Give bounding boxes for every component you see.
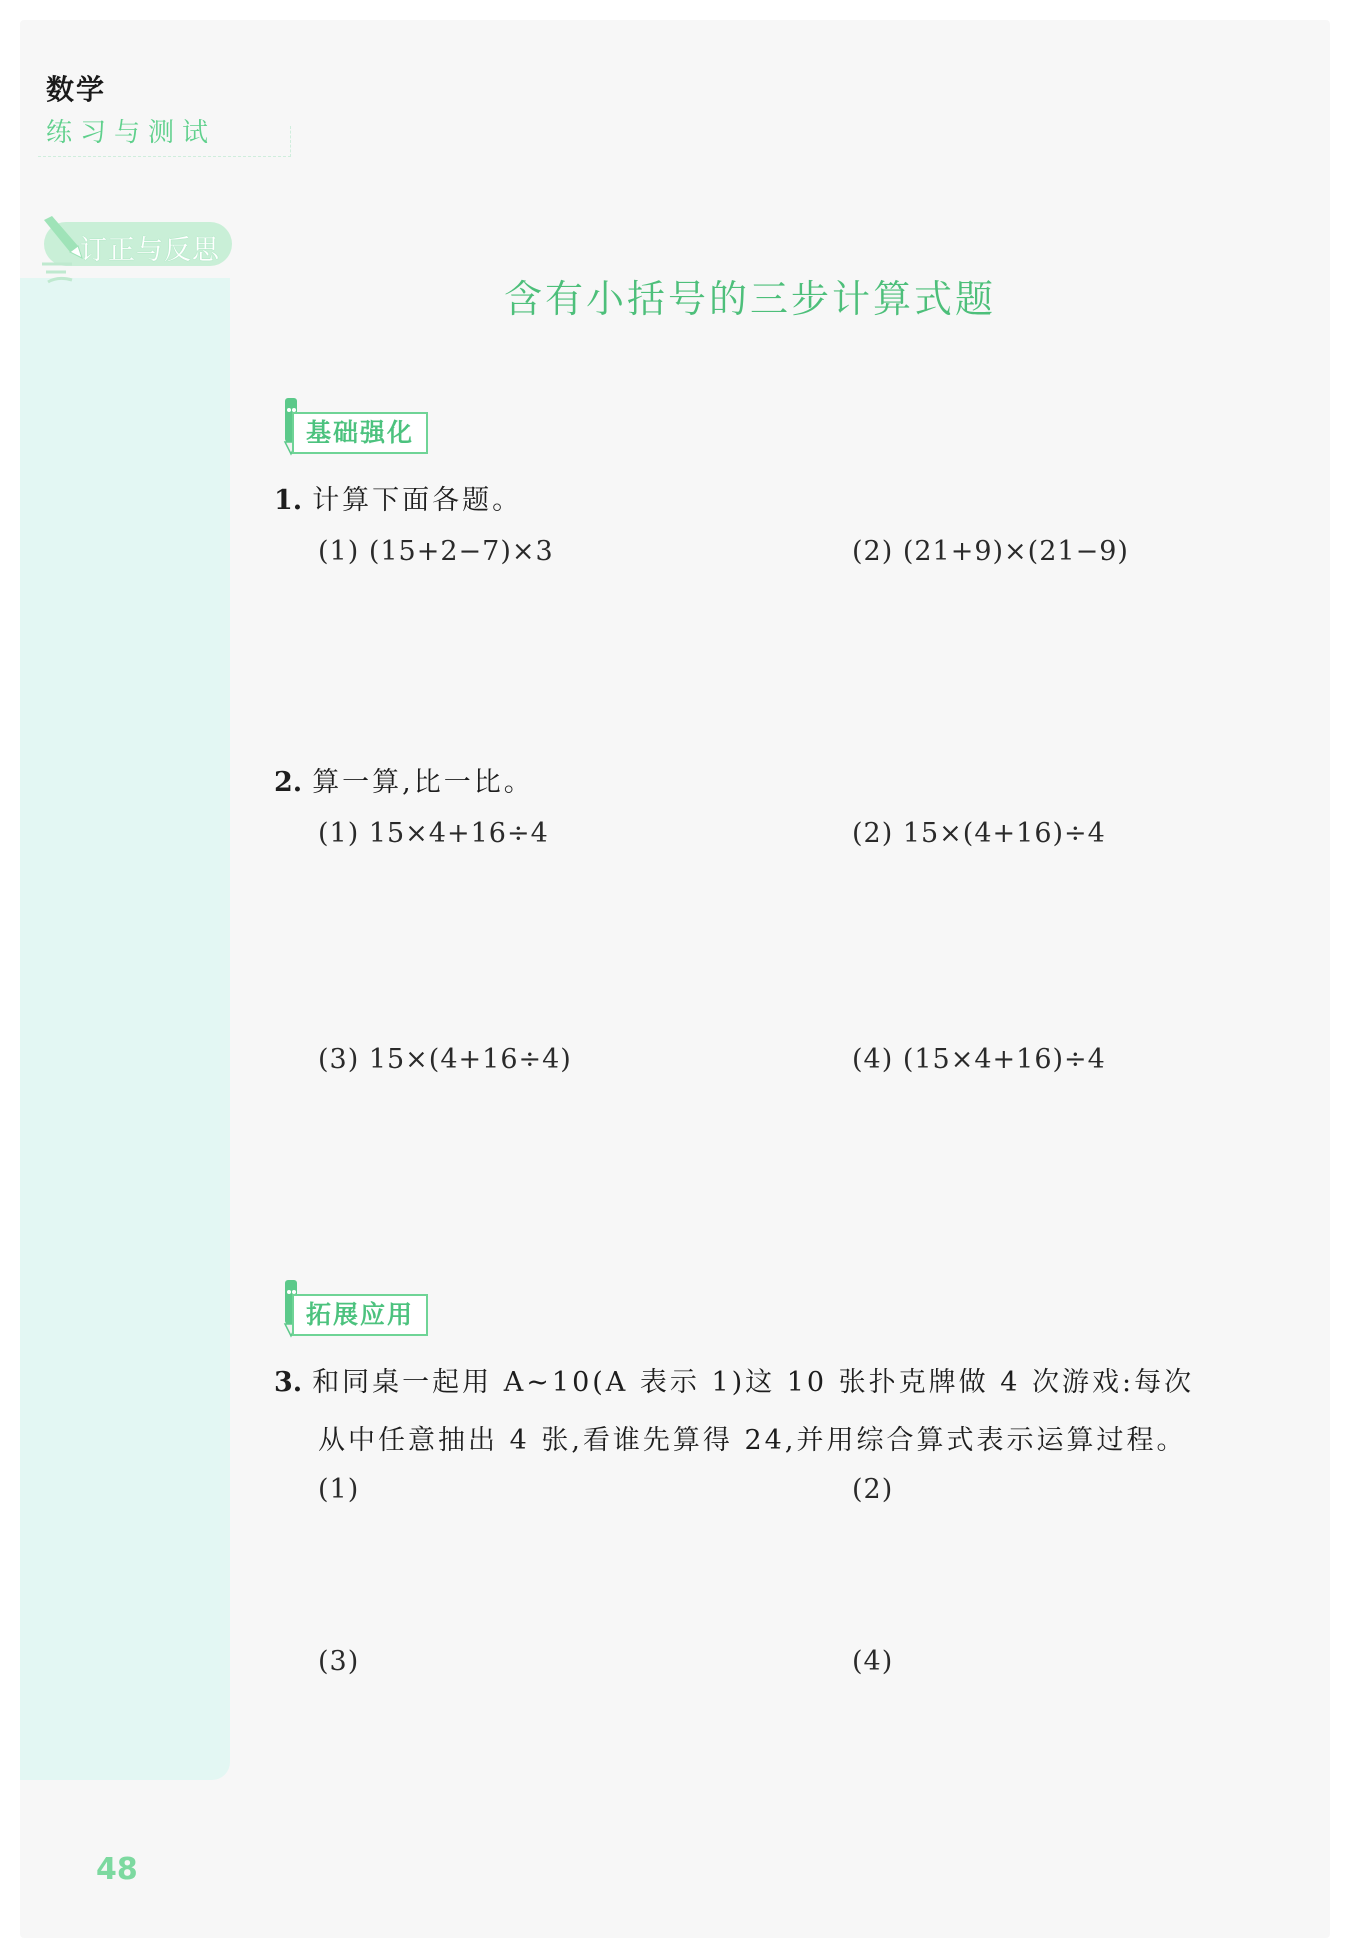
question-text: 算一算,比一比。 (312, 767, 534, 798)
q1-item-1: (1) (15+2−7)×3 (318, 536, 554, 567)
question-number: 3. (274, 1367, 303, 1398)
q3-item-2: (2) (852, 1474, 894, 1505)
question-number: 2. (274, 767, 303, 798)
q2-item-4: (4) (15×4+16)÷4 (852, 1044, 1106, 1075)
question-text: 计算下面各题。 (312, 485, 523, 516)
q2-item-1: (1) 15×4+16÷4 (318, 818, 549, 849)
sidebar-tab-label: 订正与反思 (80, 235, 220, 266)
q3-item-3: (3) (318, 1646, 360, 1677)
section-label-extend: 拓展应用 (292, 1294, 428, 1336)
page-title: 含有小括号的三步计算式题 (503, 277, 996, 321)
correction-sidebar (20, 278, 230, 1780)
question-2 (274, 760, 534, 799)
page-number: 48 (96, 1852, 138, 1887)
q3-item-4: (4) (852, 1646, 894, 1677)
q2-item-2: (2) 15×(4+16)÷4 (852, 818, 1106, 849)
question-text-line-1: 和同桌一起用 A~10(A 表示 1)这 10 张扑克牌做 4 次游戏:每次 (312, 1367, 1195, 1398)
subject-label: 数学 (46, 73, 107, 106)
question-3-line-2: 从中任意抽出 4 张,看谁先算得 24,并用综合算式表示运算过程。 (318, 1425, 1187, 1456)
section-label-basic: 基础强化 (292, 412, 428, 454)
question-1 (274, 478, 522, 517)
q2-item-3: (3) 15×(4+16÷4) (318, 1044, 572, 1075)
q3-item-1: (1) (318, 1474, 360, 1505)
question-3 (274, 1360, 1194, 1399)
question-number: 1. (274, 485, 303, 516)
book-series-label: 练习与测试 (46, 118, 217, 148)
q1-item-2: (2) (21+9)×(21−9) (852, 536, 1129, 567)
